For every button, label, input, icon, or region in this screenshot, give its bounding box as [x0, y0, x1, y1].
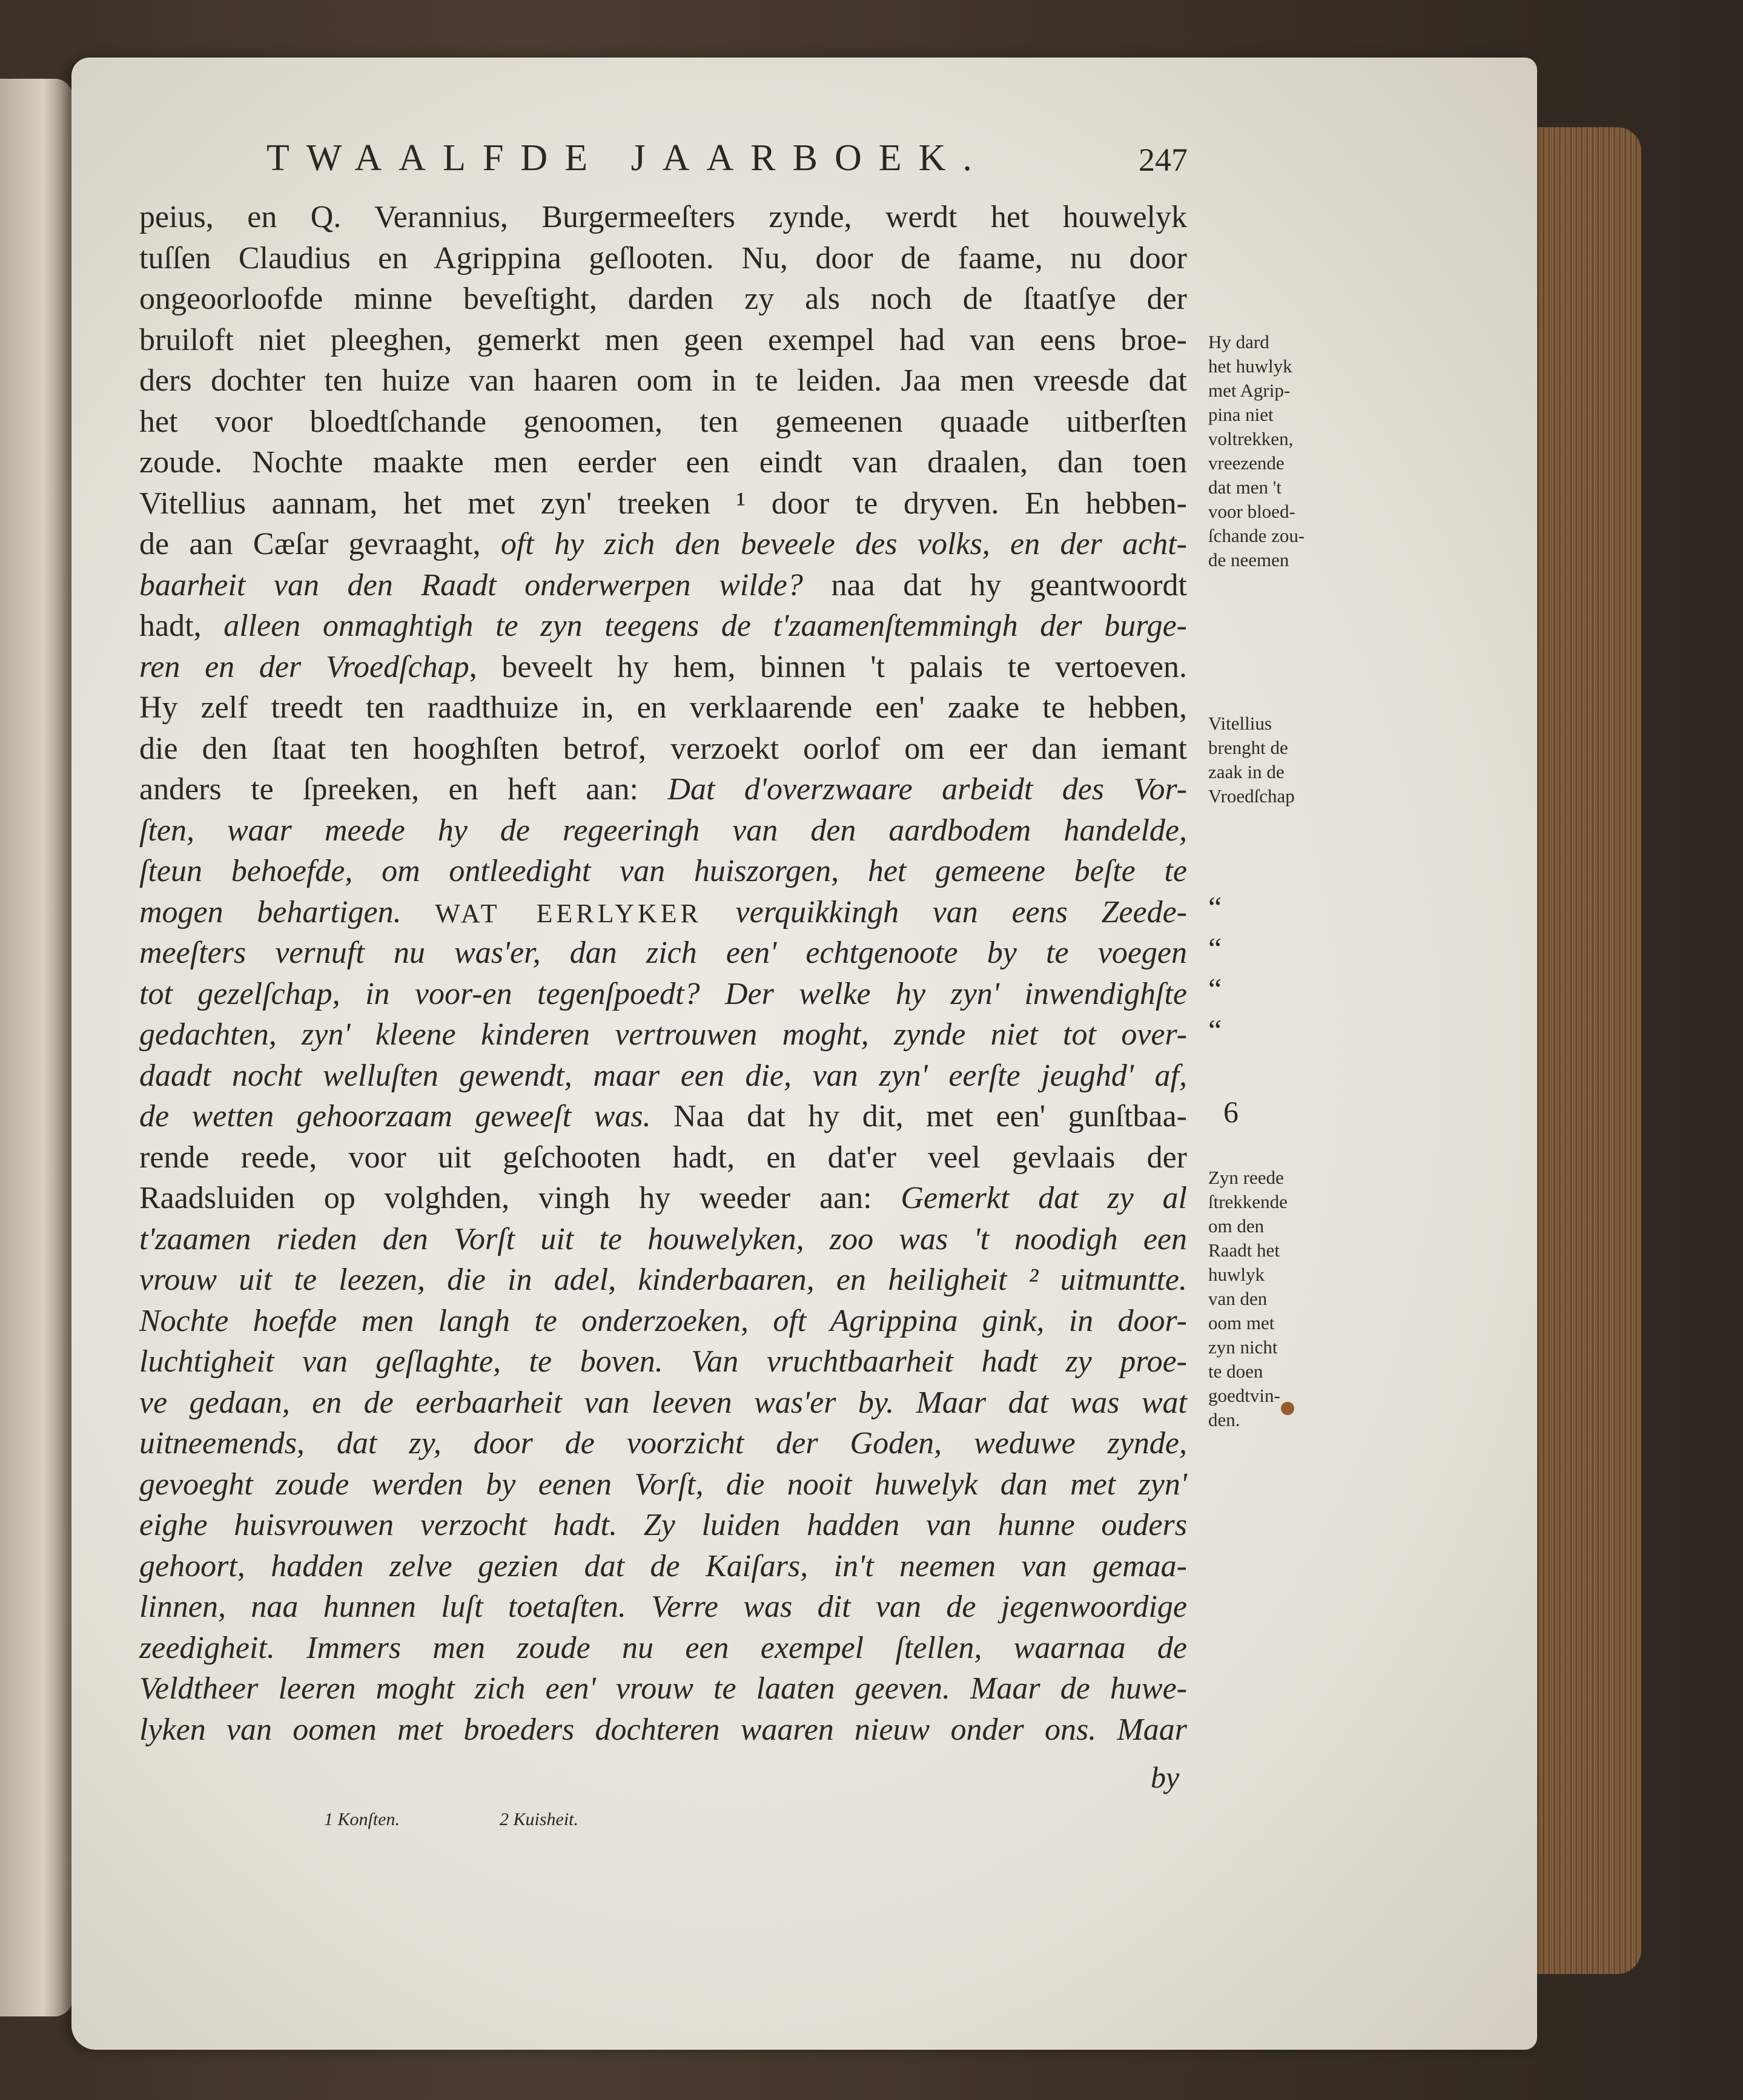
note-line: de neemen — [1208, 549, 1289, 570]
text-line — [139, 565, 1187, 606]
italic-text: mogen behartigen. — [139, 894, 435, 929]
note-line: zyn nicht — [1208, 1336, 1278, 1358]
note-line: oom met — [1208, 1312, 1275, 1333]
italic-text: alleen onmaghtigh te zyn teegens de t'zaamenſtemmingh der burge- — [223, 609, 1187, 643]
text-line — [139, 974, 1187, 1015]
margin-note-1 — [1208, 330, 1305, 572]
italic-text: eighe huisvrouwen verzocht hadt. Zy luiden hadden van hunne ouders — [139, 1508, 1187, 1542]
margin-note-3 — [1208, 1166, 1288, 1432]
text-line — [139, 687, 1187, 728]
text-line — [139, 279, 1187, 320]
text-line — [139, 1668, 1187, 1709]
text-line — [139, 1587, 1187, 1628]
text-line — [139, 1505, 1187, 1546]
roman-text: Naa dat hy dit, met een' gunſtbaa- — [673, 1099, 1187, 1134]
roman-text: hadt, — [139, 609, 224, 643]
note-line: brenght de — [1208, 737, 1288, 758]
italic-text: Veldtheer leeren moght zich een' vrouw te laaten geeven. Maar de huwe- — [139, 1671, 1187, 1706]
ink-stain — [1281, 1402, 1294, 1415]
italic-text: meeſters vernuft nu was'er, dan zich een' echtgenoote by te voegen — [139, 936, 1187, 970]
text-line — [139, 1382, 1187, 1424]
note-line: te doen — [1208, 1361, 1263, 1382]
text-line — [139, 1546, 1187, 1587]
text-line — [139, 810, 1187, 851]
text-line — [139, 1628, 1187, 1669]
italic-text: ve gedaan, en de eerbaarheit van leeven was'er by. Maar dat was wat — [139, 1385, 1187, 1420]
text-line — [139, 238, 1187, 279]
text-line — [139, 360, 1187, 401]
text-line — [139, 1055, 1187, 1097]
text-line — [139, 769, 1187, 810]
italic-text: gevoeght zoude werden by eenen Vorſt, die nooit huwelyk dan met zyn' — [139, 1467, 1187, 1502]
italic-text: Dat d'overzwaare arbeidt des Vor- — [667, 772, 1187, 807]
note-line: dat men 't — [1208, 477, 1282, 498]
facing-page-edge — [0, 79, 73, 2016]
italic-text: gedachten, zyn' kleene kinderen vertrouwen moght, zynde niet tot over- — [139, 1017, 1187, 1052]
italic-text: ren en der Vroedſchap — [139, 649, 469, 684]
note-line: ſchande zou- — [1208, 525, 1305, 546]
text-line — [139, 1423, 1187, 1464]
footnote-1: 1 Konſten. — [324, 1809, 400, 1829]
quote-mark: 6 — [1223, 1095, 1239, 1129]
text-line — [139, 483, 1187, 524]
quote-mark: “ — [1208, 931, 1222, 965]
quote-mark: “ — [1208, 972, 1222, 1006]
note-line: zaak in de — [1208, 761, 1285, 782]
italic-text: verquikkingh van eens Zeede- — [701, 894, 1187, 929]
roman-text: rende reede, voor uit geſchooten hadt, en dat'er veel gevlaais der — [139, 1140, 1187, 1175]
roman-text: anders te ſpreeken, en heft aan: — [139, 772, 668, 807]
italic-text: vrouw uit te leezen, die in adel, kinderbaaren, en heiligheit ² uitmuntte. — [139, 1263, 1187, 1297]
footnote-2: 2 Kuisheit. — [500, 1809, 579, 1829]
roman-text: zoude. Nochte maakte men eerder een eindt van draalen, dan toen — [139, 445, 1187, 480]
roman-text: ongeoorloofde minne beveſtight, darden zy als noch de ſtaatſye der — [139, 282, 1187, 316]
text-line — [139, 728, 1187, 770]
note-line: Zyn reede — [1208, 1167, 1284, 1188]
text-line — [139, 1301, 1187, 1342]
note-line: Vroedſchap — [1208, 785, 1295, 807]
italic-text: ſten, waar meede hy de regeeringh van den aardbodem handelde, — [139, 813, 1187, 848]
roman-text: , beveelt hy hem, binnen 't palais te vertoeven. — [469, 649, 1187, 684]
text-line — [139, 524, 1187, 565]
italic-text: Gemerkt dat zy al — [901, 1181, 1187, 1215]
italic-text: daadt nocht welluſten gewendt, maar een die, van zyn' eerſte jeughd' af, — [139, 1058, 1187, 1093]
note-line: vreezende — [1208, 452, 1285, 474]
roman-text: bruiloft niet pleeghen, gemerkt men geen exempel had van eens broe- — [139, 322, 1187, 357]
italic-text: Nochte hoefde men langh te onderzoeken, oft Agrippina gink, in door- — [139, 1303, 1187, 1338]
italic-text: lyken van oomen met broeders dochteren waaren nieuw onder ons. Maar — [139, 1712, 1187, 1747]
note-line: Hy dard — [1208, 331, 1269, 352]
text-line — [139, 647, 1187, 688]
roman-text: peius, en Q. Verannius, Burgermeeſters zynde, werdt het houwelyk — [139, 200, 1187, 234]
note-line: Raadt het — [1208, 1240, 1280, 1261]
text-line — [139, 1219, 1187, 1260]
text-line — [139, 320, 1187, 361]
italic-text: t'zaamen rieden den Vorſt uit te houwelyken, zoo was 't noodigh een — [139, 1221, 1187, 1256]
main-text — [139, 197, 1187, 1750]
note-line: ſtrekkende — [1208, 1191, 1288, 1212]
note-line: het huwlyk — [1208, 355, 1292, 377]
quote-mark: “ — [1208, 890, 1222, 924]
text-line — [139, 1709, 1187, 1751]
note-line: voltrekken, — [1208, 428, 1294, 449]
italic-text: linnen, naa hunnen luſt toetaſten. Verre was dit van de jegenwoordige — [139, 1590, 1187, 1624]
roman-text: Raadsluiden op volghden, vingh hy weeder aan: — [139, 1181, 901, 1215]
roman-text: Hy zelf treedt ten raadthuize in, en verklaarende een' zaake te hebben, — [139, 690, 1187, 725]
text-line — [139, 442, 1187, 483]
page-number: 247 — [1139, 142, 1188, 178]
running-head: TWAALFDE JAARBOEK. — [266, 137, 989, 179]
roman-text: het voor bloedtſchande genoomen, ten gemeenen quaade uitberſten — [139, 404, 1187, 439]
italic-text: tot gezelſchap, in voor-en tegenſpoedt? Der welke hy zyn' inwendighſte — [139, 976, 1187, 1011]
italic-text: de wetten gehoorzaam geweeſt was. — [139, 1099, 674, 1134]
text-line — [139, 197, 1187, 238]
text-line — [139, 1137, 1187, 1178]
quote-mark: “ — [1208, 1013, 1222, 1047]
italic-text: luchtigheit van geſlaghte, te boven. Van vruchtbaarheit hadt zy proe- — [139, 1344, 1187, 1379]
note-line: den. — [1208, 1409, 1240, 1430]
text-line — [139, 1178, 1187, 1219]
small-caps-text: WAT EERLYKER — [435, 898, 702, 928]
note-line: voor bloed- — [1208, 501, 1295, 522]
text-line — [139, 933, 1187, 974]
roman-text: de aan Cæſar gevraaght, — [139, 527, 501, 561]
margin-note-2 — [1208, 712, 1295, 808]
text-line — [139, 851, 1187, 892]
text-line — [139, 1341, 1187, 1382]
text-line — [139, 1260, 1187, 1301]
italic-text: uitneemends, dat zy, door de voorzicht der Goden, weduwe zynde, — [139, 1426, 1187, 1461]
roman-text: tuſſen Claudius en Agrippina geſlooten. Nu, door de faame, nu door — [139, 240, 1187, 276]
italic-text: oft hy zich den beveele des volks, en der acht- — [500, 527, 1187, 561]
text-line — [139, 606, 1187, 647]
italic-text: ſteun behoefde, om ontleedight van huiszorgen, het gemeene beſte te — [139, 854, 1187, 888]
roman-text: ders dochter ten huize van haaren oom in te leiden. Jaa men vreesde dat — [139, 363, 1187, 398]
text-line — [139, 401, 1187, 443]
note-line: pina niet — [1208, 404, 1274, 425]
roman-text: Vitellius aannam, het met zyn' treeken ¹ door te dryven. En hebben- — [139, 486, 1187, 521]
text-line — [139, 1096, 1187, 1137]
note-line: van den — [1208, 1288, 1268, 1309]
note-line: Vitellius — [1208, 713, 1272, 734]
note-line: goedtvin- — [1208, 1385, 1280, 1406]
text-line — [139, 892, 1187, 933]
text-line — [139, 1014, 1187, 1055]
roman-text: naa dat hy geantwoordt — [831, 567, 1187, 603]
italic-text: baarheit van den Raadt onderwerpen wilde? — [139, 567, 832, 603]
roman-text: die den ſtaat ten hooghſten betrof, verzoekt oorlof om eer dan iemant — [139, 731, 1187, 766]
italic-text: gehoort, hadden zelve gezien dat de Kaiſars, in't neemen van gemaa- — [139, 1548, 1187, 1583]
note-line: huwlyk — [1208, 1264, 1265, 1285]
catchword: by — [1151, 1760, 1180, 1794]
italic-text: zeedigheit. Immers men zoude nu een exempel ſtellen, waarnaa de — [139, 1630, 1187, 1665]
note-line: om den — [1208, 1215, 1265, 1237]
text-line — [139, 1464, 1187, 1505]
note-line: met Agrip- — [1208, 380, 1291, 401]
